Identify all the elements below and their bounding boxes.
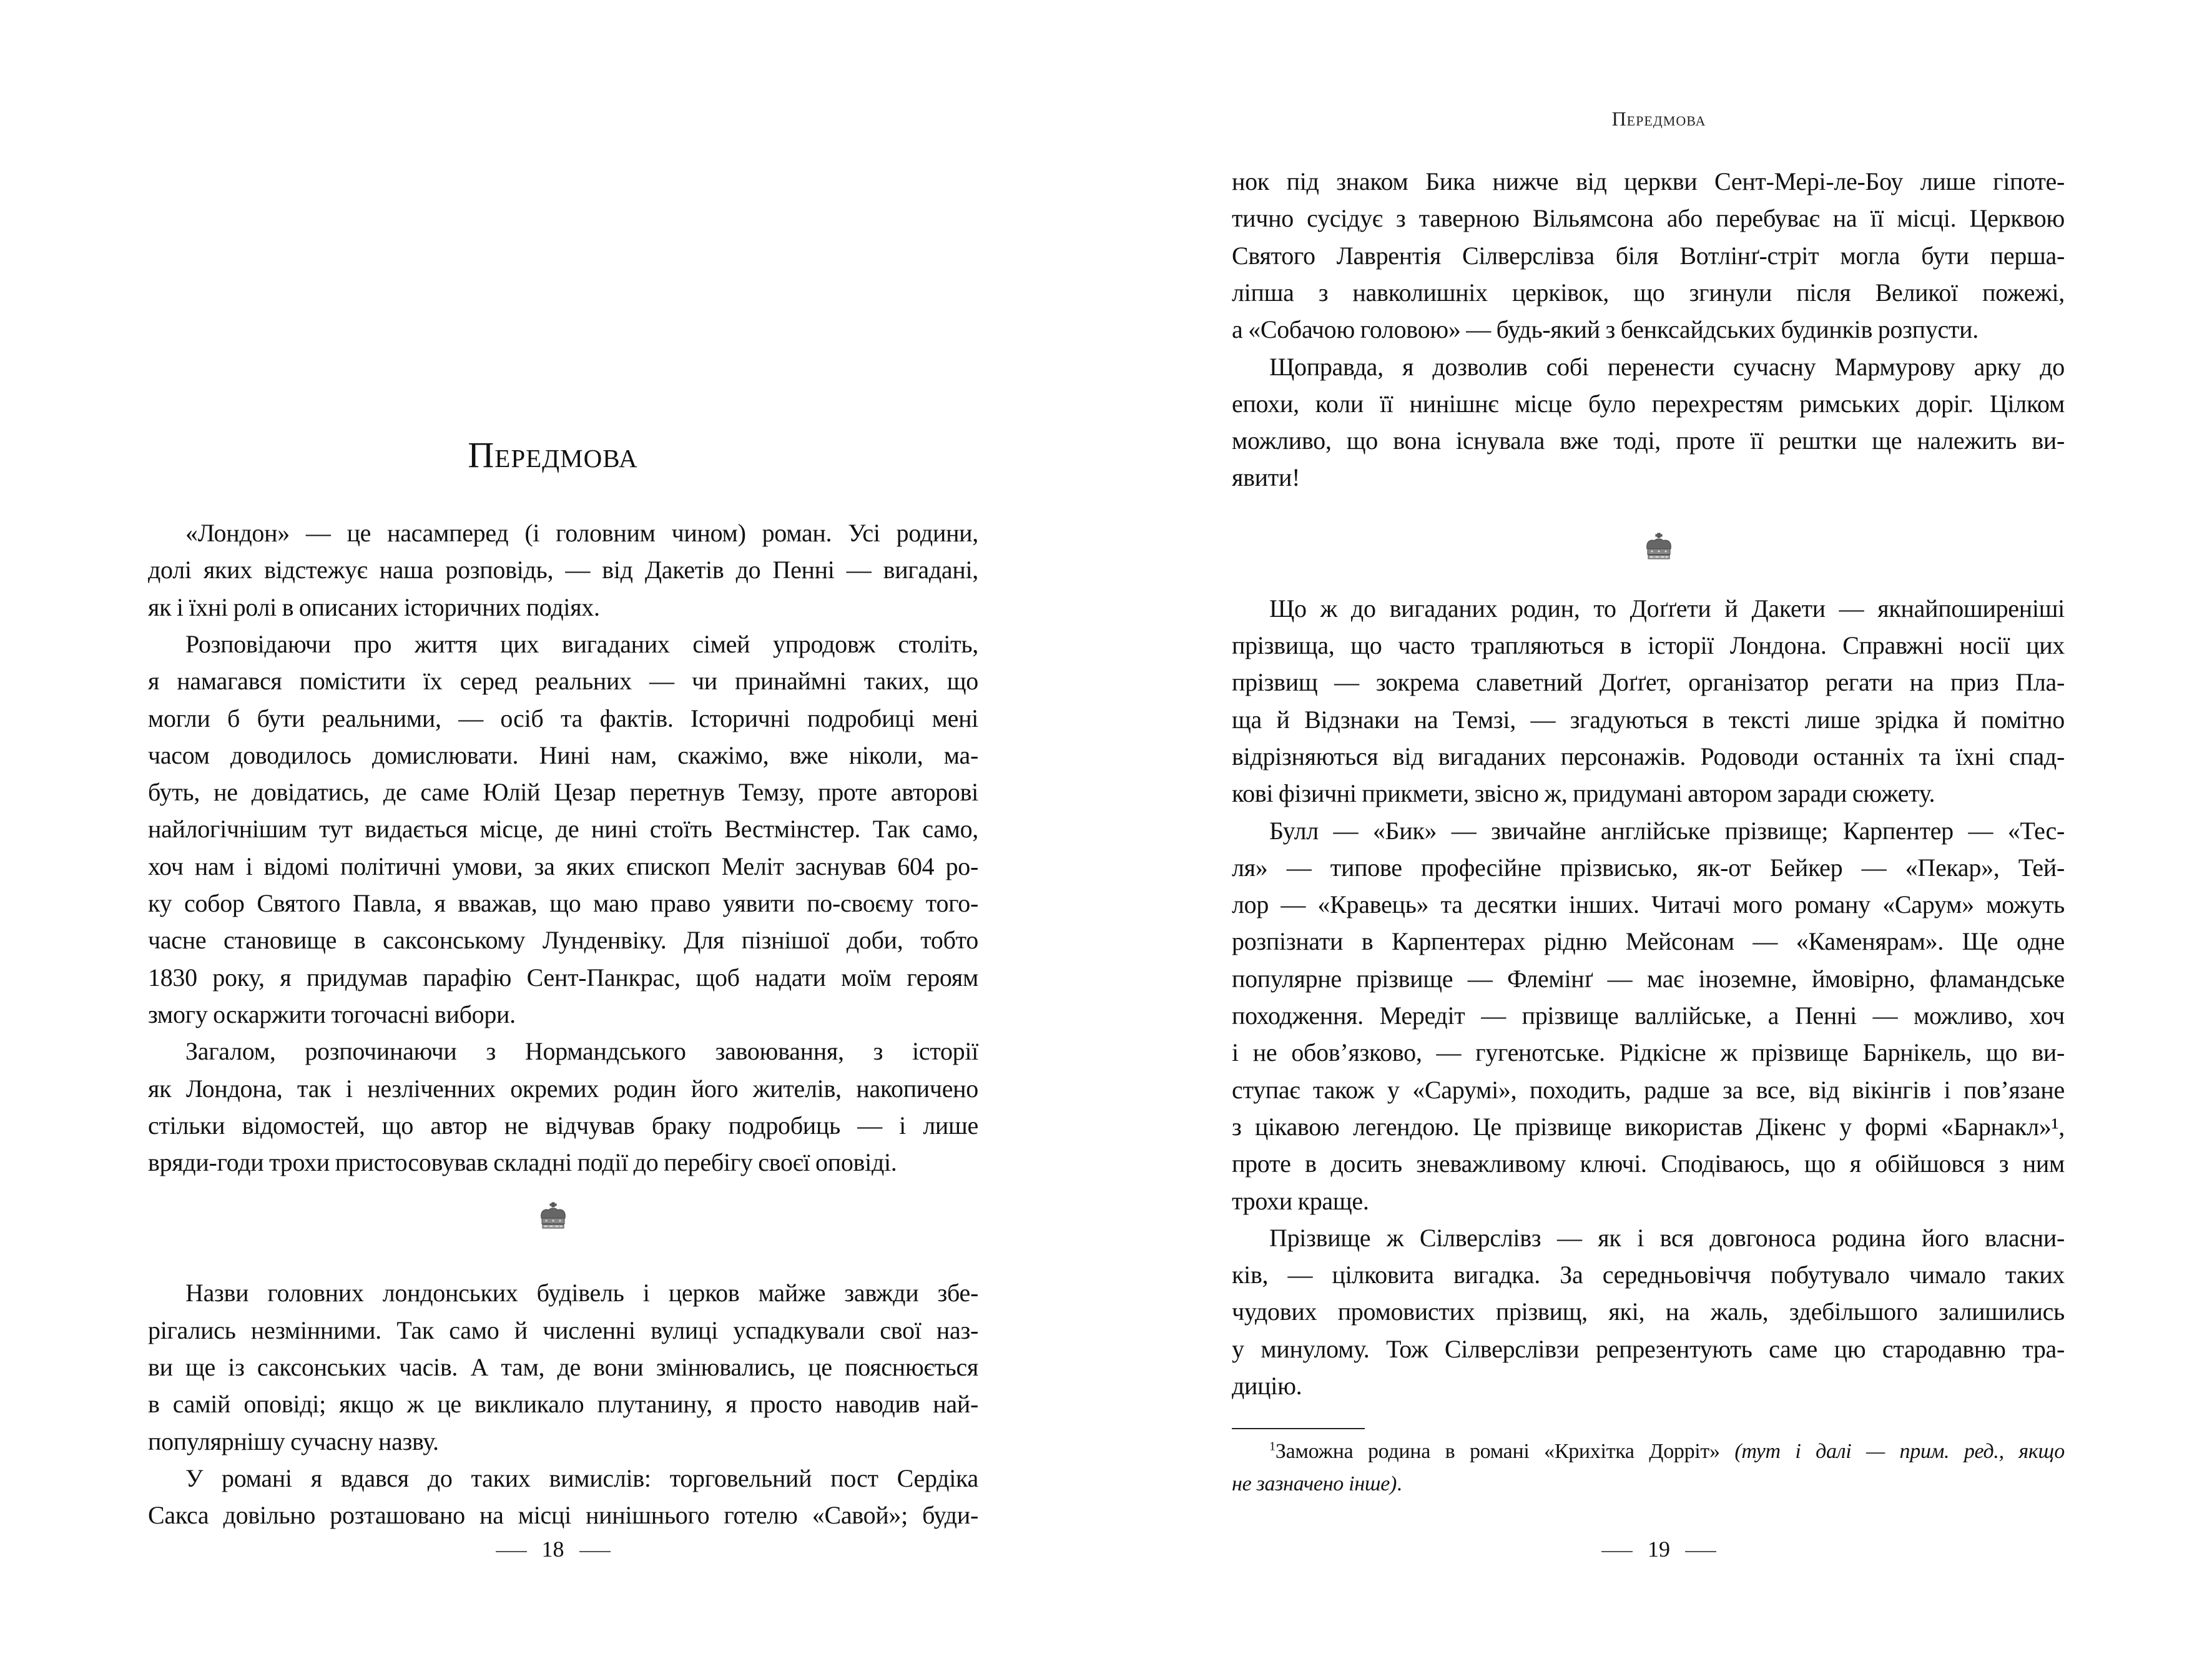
page-number: 19	[1648, 1537, 1670, 1562]
text-line: ліпша з навколишніх церківок, що згинули після Великої пожежі,	[1232, 278, 2065, 307]
text-line: популярнішу сучасну назву.	[148, 1427, 439, 1455]
text-line: з цікавою легендою. Це прізвище використав Дікенс у формі «Барнакл»¹,	[1232, 1112, 2065, 1141]
text-line: ви ще із саксонських часів. А там, де вони змінювались, це пояснюється	[148, 1353, 978, 1381]
running-head: Передмова	[1611, 107, 1706, 130]
footnote-rule	[1232, 1428, 1365, 1429]
text-line: Сакса довільно розташовано на місці нинішнього готелю «Савой»; буди-	[148, 1501, 978, 1530]
footnote-line	[1232, 1469, 2065, 1500]
text-line: в самій оповіді; якщо ж це викликало плутанину, я просто наводив най-	[148, 1390, 978, 1419]
text-line: Булл — «Бик» — звичайне англійське прізвище; Карпентер — «Тес-	[1269, 816, 2065, 845]
text-line: а «Собачою головою» — будь-який з бенксайдських будинків розпусти.	[1232, 315, 1979, 344]
text-line: долі яких відстежує наша розповідь, — від Дакетів до Пенні — вигадані,	[148, 556, 978, 584]
folio-dash	[1685, 1551, 1716, 1552]
text-line: могли б бути реальними, — осіб та фактів. Історичні подробиці мені	[148, 704, 978, 732]
text-line: походження. Мередіт — прізвище валлійське, а Пенні — можливо, хоч	[1232, 1002, 2065, 1030]
crown-icon	[1644, 533, 1673, 560]
text-line: епохи, коли її нинішнє місце було перехрестям римських доріг. Цілком	[1232, 389, 2065, 418]
right-page	[1106, 0, 2212, 1659]
folio-dash	[496, 1551, 527, 1552]
text-line: лор — «Кравець» та десятки інших. Читачі мого роману «Сарум» можуть	[1232, 890, 2065, 919]
text-line: вряди-годи трохи пристосовував складні події до перебігу своєї оповіді.	[148, 1148, 897, 1177]
text-line: буть, не довідатись, де саме Юлій Цезар перетнув Темзу, проте авторові	[148, 778, 978, 807]
text-line: Що ж до вигаданих родин, то Доґґети й Дакети — якнайпоширеніші	[1269, 594, 2065, 623]
text-line: часне становище в саксонському Лунденвіку. Для пізнішої доби, тобто	[148, 926, 978, 955]
page-number: 18	[541, 1537, 564, 1562]
footnote-italic: (тут і далі — прим. ред., якщо	[1734, 1440, 2065, 1463]
text-line: прізвищ — зокрема славетний Доґґет, організатор регати на приз Пла-	[1232, 668, 2065, 697]
folio-dash	[1601, 1551, 1633, 1552]
text-line: ща й Відзнаки на Темзі, — згадуються в тексті лише зрідка й помітно	[1232, 705, 2065, 734]
footnote-italic: не зазначено інше)	[1232, 1472, 1397, 1495]
text-line: Святого Лаврентія Сілверслівза біля Вотлінґ-стріт могла бути перша-	[1232, 241, 2065, 270]
footnote-text: .	[1397, 1472, 1402, 1495]
text-line: Щоправда, я дозволив собі перенести сучасну Мармурову арку до	[1269, 352, 2065, 381]
text-line: тично сусідує з таверною Вільямсона або перебуває на її місці. Церквою	[1232, 204, 2065, 233]
text-line: Загалом, розпочинаючи з Нормандського завоювання, з історії	[185, 1037, 978, 1066]
text-line: популярне прізвище — Флемінґ — має іноземне, ймовірно, фламандське	[1232, 964, 2065, 993]
text-line: ків, — цілковита вигадка. За середньовіччя побутувало чимало таких	[1232, 1261, 2065, 1289]
text-line: можливо, що вона існувала вже тоді, проте її рештки ще належить ви-	[1232, 426, 2065, 455]
text-line: нок під знаком Бика нижче від церкви Сент-Мері-ле-Боу лише гіпоте-	[1232, 167, 2065, 195]
text-line: Прізвище ж Сілверслівз — як і вся довгоноса родина його власни-	[1269, 1223, 2065, 1252]
text-line: проте в досить зневажливому ключі. Сподіваюсь, що я обійшовся з ним	[1232, 1149, 2065, 1178]
text-line: відрізняються від вигаданих персонажів. Родоводи останніх та їхні спад-	[1232, 742, 2065, 770]
crown-icon	[539, 1202, 568, 1229]
text-line: дицію.	[1232, 1372, 1302, 1400]
text-line: як Лондона, так і незліченних окремих родин його жителів, накопичено	[148, 1074, 978, 1103]
text-line: кові фізичні прикмети, звісно ж, придумані автором заради сюжету.	[1232, 779, 1935, 808]
text-line: прізвища, що часто трапляються в історії Лондона. Справжні носії цих	[1232, 631, 2065, 659]
text-line: найлогічнішим тут видається місце, де нині стоїть Вестмінстер. Так само,	[148, 815, 978, 844]
text-line: 1830 року, я придумав парафію Сент-Панкрас, щоб надати моїм героям	[148, 963, 978, 992]
text-line: часом доводилось домислювати. Нині нам, скажімо, вже ніколи, ма-	[148, 741, 978, 769]
folio-dash	[579, 1551, 611, 1552]
right-body-text	[1232, 0, 2065, 1659]
text-line: У романі я вдався до таких вимислів: торговельний пост Сердіка	[185, 1464, 978, 1492]
text-line: як і їхні ролі в описаних історичних подіях.	[148, 593, 600, 621]
text-line: змогу оскаржити тогочасні вибори.	[148, 1000, 516, 1028]
text-line: Розповідаючи про життя цих вигаданих сімей упродовж століть,	[185, 629, 978, 658]
text-line: розпізнати в Карпентерах рідню Мейсонам — «Каменярам». Ще одне	[1232, 927, 2065, 956]
text-line: трохи краще.	[1232, 1186, 1369, 1215]
text-line: хоч нам і відомі політичні умови, за яких єпископ Меліт заснував 604 ро-	[148, 852, 978, 880]
text-line: я намагався помістити їх серед реальних — чи принаймні таких, що	[148, 667, 978, 696]
page-number-right	[1106, 1536, 2212, 1562]
text-line: у минулому. Тож Сілверслівзи репрезентують саме цю стародавню тра-	[1232, 1334, 2065, 1363]
text-line: Назви головних лондонських будівель і церков майже завжди збе-	[185, 1279, 978, 1307]
text-line: чудових промовистих прізвищ, які, на жаль, здебільшого залишились	[1232, 1297, 2065, 1326]
footnote-text: Заможна родина в романі «Крихітка Дорріт»	[1275, 1440, 1735, 1463]
text-line: явити!	[1232, 463, 1300, 492]
text-line: ля» — типове професійне прізвисько, як-от Бейкер — «Пекар», Тей-	[1232, 853, 2065, 882]
text-line: і не обов’язково, — гугенотське. Рідкісне ж прізвище Барнікель, що ви-	[1232, 1038, 2065, 1067]
chapter-title: Передмова	[468, 435, 638, 475]
text-line: «Лондон» — це насамперед (і головним чином) роман. Усі родини,	[185, 519, 978, 547]
left-body-text	[148, 0, 978, 1659]
text-line: ку собор Святого Павла, я вважав, що маю право уявити по-своєму того-	[148, 889, 978, 917]
footnote-line	[1232, 1436, 2065, 1467]
text-line: стільки відомостей, що автор не відчував браку подробиць — і лише	[148, 1111, 978, 1140]
page-number-left	[0, 1536, 1106, 1562]
footnote-marker: 1	[1269, 1439, 1276, 1454]
text-line: ступає також у «Сарумі», походить, радше за все, від вікінгів і пов’язане	[1232, 1075, 2065, 1104]
text-line: рігались незмінними. Так само й численні вулиці успадкували свої наз-	[148, 1316, 978, 1344]
